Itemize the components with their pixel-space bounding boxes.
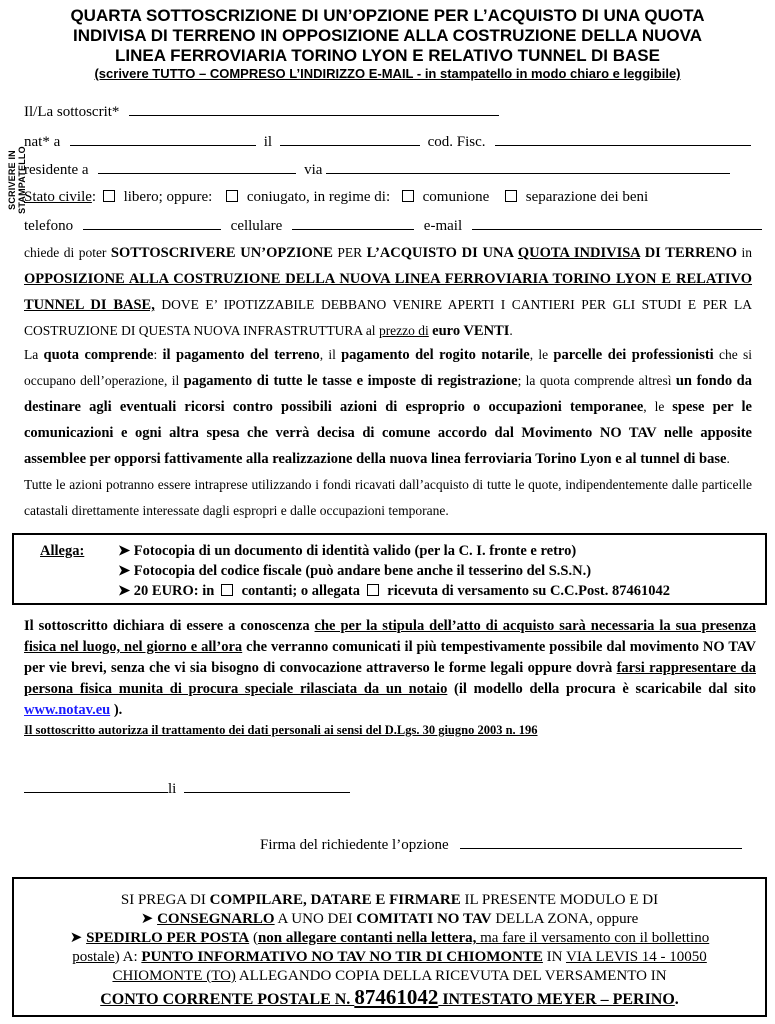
- text: La: [24, 347, 44, 362]
- field-birthdate[interactable]: [280, 133, 420, 146]
- title-line-2: INDIVISA DI TERRENO IN OPPOSIZIONE ALLA COSTRUZIONE DELLA NUOVA: [72, 26, 703, 45]
- label-stato-civile: Stato civile: [24, 189, 92, 205]
- signature-row: [260, 836, 742, 854]
- instr-line-1: [14, 890, 765, 910]
- label-firma: Firma del richiedente l’opzione: [260, 837, 449, 853]
- text-bold: euro VENTI: [432, 323, 510, 339]
- field-telefono[interactable]: [83, 217, 221, 230]
- text-bold: quota comprende: [43, 347, 154, 363]
- checkbox-ricevuta[interactable]: [367, 584, 379, 596]
- field-place[interactable]: [24, 780, 168, 793]
- text: ).: [110, 702, 123, 718]
- field-via[interactable]: [326, 161, 730, 174]
- arrow-icon: ➤: [69, 930, 83, 946]
- text: chiede di poter: [24, 245, 111, 260]
- text: IN: [542, 949, 566, 965]
- instr-line-3: [14, 928, 765, 948]
- declaration-paragraph: [24, 616, 756, 721]
- text-bold: COMPILARE, DATARE E FIRMARE: [209, 892, 461, 908]
- text-bold: pagamento di tutte le tasse e imposte di registrazione: [183, 373, 518, 389]
- checkbox-comunione[interactable]: [402, 190, 414, 202]
- text: DOVE E’ IPOTIZZABILE DEBBANO VENIRE APERTI I CANTIERI PER GLI STUDI E PER LA COSTRUZIONE DI QUESTA NUOVA INFRASTRUTTURA al: [24, 297, 752, 338]
- title-line-3: LINEA FERROVIARIA TORINO LYON E RELATIVO TUNNEL DI BASE: [115, 46, 660, 65]
- field-email[interactable]: [472, 217, 762, 230]
- text-bold: SOTTOSCRIVERE UN’OPZIONE: [110, 245, 333, 261]
- field-cellulare[interactable]: [292, 217, 414, 230]
- field-name[interactable]: [129, 103, 499, 116]
- text: ALLEGANDO COPIA DELLA RICEVUTA DEL VERSAMENTO IN: [235, 968, 667, 984]
- allega-contanti-text: contanti; o allegata: [241, 583, 361, 599]
- text: ; la quota comprende altresì: [517, 373, 676, 388]
- text-bold-underline: SPEDIRLO PER POSTA: [86, 930, 250, 946]
- text-bold: pagamento del rogito notarile: [341, 347, 530, 363]
- text-underline: che per la stipula dell’atto di acquisto sarà necessaria la sua presenza fisica nel luogo, nel giorno e all’ora: [24, 618, 756, 655]
- text: .: [726, 451, 730, 466]
- text-bold-underline: INTESTATO MEYER – PERINO: [438, 991, 675, 1008]
- label-li: li: [168, 781, 177, 797]
- text-bold-underline: CONTO CORRENTE POSTALE N.: [100, 991, 355, 1008]
- text-bold: spese per le comunicazioni e ogni altra spesa che verrà decisa di comune accordo dal Movimento NO TAV nelle apposite assemblee per opporsi fattivamente alla realizzazione della nuova linea ferroviaria Torino Lyon e al tunnel di base: [24, 399, 752, 467]
- field-date[interactable]: [184, 780, 350, 793]
- instructions-box: [12, 877, 767, 1017]
- checkbox-contanti[interactable]: [221, 584, 233, 596]
- text: , le: [529, 347, 554, 362]
- checkbox-libero[interactable]: [103, 190, 115, 202]
- label-il: il: [263, 134, 273, 150]
- instr-line-2: [14, 909, 765, 929]
- label-comunione: comunione: [422, 189, 490, 205]
- field-birthplace[interactable]: [70, 133, 256, 146]
- text-bold: COMITATI NO TAV: [356, 911, 492, 927]
- text-underline: postale: [72, 949, 115, 965]
- paragraph-azioni: Tutte le azioni potranno essere intraprese utilizzando i fondi ricavati dall’acquisto di tutte le quote, indipendentemente dalle particelle catastali direttamente interessate dagli espropri e dalle occupazioni temporane.: [24, 477, 752, 518]
- label-sottoscritto: Il/La sottoscrit*: [24, 104, 120, 120]
- label-cod-fisc: cod. Fisc.: [427, 134, 486, 150]
- arrow-icon: ➤: [118, 583, 131, 599]
- text: SI PREGA DI: [120, 892, 210, 908]
- field-signature[interactable]: [460, 836, 742, 849]
- checkbox-coniugato[interactable]: [226, 190, 238, 202]
- notav-link[interactable]: www.notav.eu: [24, 702, 111, 718]
- text-bold: parcelle dei professionisti: [553, 347, 714, 363]
- row-sottoscritto: [24, 103, 499, 121]
- text: che si occupano dell’operazione, il: [24, 347, 752, 388]
- text: A UNO DEI: [274, 911, 357, 927]
- label-email: e-mail: [423, 218, 463, 234]
- text-bold-underline: PUNTO INFORMATIVO NO TAV NO TIR DI CHIOMONTE: [141, 949, 543, 965]
- label-coniugato: coniugato, in regime di:: [246, 189, 391, 205]
- account-number: 87461042: [354, 985, 439, 1009]
- arrow-icon: ➤: [118, 563, 131, 579]
- text: ) A:: [114, 949, 142, 965]
- text-bold: DI TERRENO: [639, 245, 737, 261]
- text-bold: il pagamento del terreno: [162, 347, 320, 363]
- side-label: SCRIVERE IN STAMPATELLO: [7, 146, 27, 214]
- text-bold: un fondo da destinare agli eventuali ricorsi contro possibili azioni di esproprio o occupazioni temporanee: [24, 373, 752, 415]
- label-separazione: separazione dei beni: [525, 189, 649, 205]
- text: , le: [643, 399, 673, 414]
- allega-item-2-text: Fotocopia del codice fiscale (può andare bene anche il tesserino del S.S.N.): [133, 563, 592, 579]
- allega-item-3-text: 20 EURO: in: [133, 583, 215, 599]
- label-residente: residente a: [24, 162, 89, 178]
- paragraph-opzione: [24, 240, 752, 344]
- row-nato: [24, 133, 751, 151]
- text-bold-underline: CONSEGNARLO: [157, 911, 275, 927]
- text-bold: .: [674, 991, 679, 1008]
- label-nato: nat* a: [24, 134, 61, 150]
- instr-line-6: [14, 987, 765, 1010]
- text: , il: [319, 347, 342, 362]
- field-codice-fiscale[interactable]: [495, 133, 751, 146]
- label-libero: libero; oppure:: [123, 189, 213, 205]
- label-via: via: [304, 162, 323, 178]
- text: .: [509, 323, 513, 338]
- text-underline: farsi rappresentare da persona fisica munita di procura speciale rilasciata da un notaio: [24, 660, 756, 697]
- label-telefono: telefono: [24, 218, 74, 234]
- row-stato-civile: Stato civile: libero; oppure: coniugato, in regime di: comunione separazione dei beni: [24, 189, 649, 205]
- allega-item-1: [118, 543, 576, 560]
- text-underline: ma fare il versamento con il bollettino: [476, 930, 710, 946]
- instr-line-4: [14, 947, 765, 967]
- privacy-consent: Il sottoscritto autorizza il trattamento dei dati personali ai sensi del D.Lgs. 30 giugno 2003 n. 196: [24, 723, 538, 737]
- text: PER: [332, 245, 367, 260]
- text-bold-underline: QUOTA INDIVISA: [517, 245, 640, 261]
- title-subtitle: (scrivere TUTTO – COMPRESO L’INDIRIZZO E-MAIL - in stampatello in modo chiaro e leggibile): [94, 66, 681, 81]
- paragraph-quota: [24, 342, 752, 472]
- text: IL PRESENTE MODULO E DI: [460, 892, 659, 908]
- text-underline: VIA LEVIS 14 - 10050: [565, 949, 707, 965]
- allega-item-2: [118, 563, 591, 580]
- text: :: [153, 347, 163, 362]
- text: che verranno comunicati il più tempestivamente possibile dal movimento NO TAV per vie brevi, senza che vi sia bisogno di convocazione attraverso le forme legali oppure dovrà: [24, 639, 756, 676]
- allega-box: [12, 533, 767, 605]
- allega-label: Allega:: [40, 543, 85, 559]
- allega-ricevuta-text: ricevuta di versamento su C.C.Post. 87461042: [387, 583, 670, 599]
- document-title: [0, 6, 775, 82]
- checkbox-separazione[interactable]: [505, 190, 517, 202]
- text-underline: CHIOMONTE (TO): [112, 968, 236, 984]
- label-cellulare: cellulare: [230, 218, 283, 234]
- row-contatti: [24, 217, 762, 235]
- instr-line-5: [14, 966, 765, 986]
- allega-item-3: [118, 583, 670, 600]
- text-bold: L’ACQUISTO DI UNA: [366, 245, 518, 261]
- title-line-1: QUARTA SOTTOSCRIZIONE DI UN’OPZIONE PER L’ACQUISTO DI UNA QUOTA: [70, 6, 705, 25]
- date-row: [24, 780, 350, 798]
- text-underline: prezzo di: [378, 323, 429, 338]
- text: DELLA ZONA, oppure: [491, 911, 639, 927]
- arrow-icon: ➤: [118, 543, 131, 559]
- text: (: [249, 930, 258, 946]
- text: (il modello della procura è scaricabile dal sito: [447, 681, 756, 697]
- text: in: [737, 245, 752, 260]
- row-residente: [24, 161, 730, 179]
- text-bold-underline: non allegare contanti nella lettera,: [257, 930, 477, 946]
- text: Il sottoscritto dichiara di essere a conoscenza: [24, 618, 315, 634]
- allega-item-1-text: Fotocopia di un documento di identità valido (per la C. I. fronte e retro): [133, 543, 577, 559]
- field-residenza[interactable]: [98, 161, 296, 174]
- text-bold-underline: OPPOSIZIONE ALLA COSTRUZIONE DELLA NUOVA LINEA FERROVIARIA TORINO LYON E RELATIVO TUNNEL DI BASE,: [24, 271, 752, 313]
- arrow-icon: ➤: [140, 911, 154, 927]
